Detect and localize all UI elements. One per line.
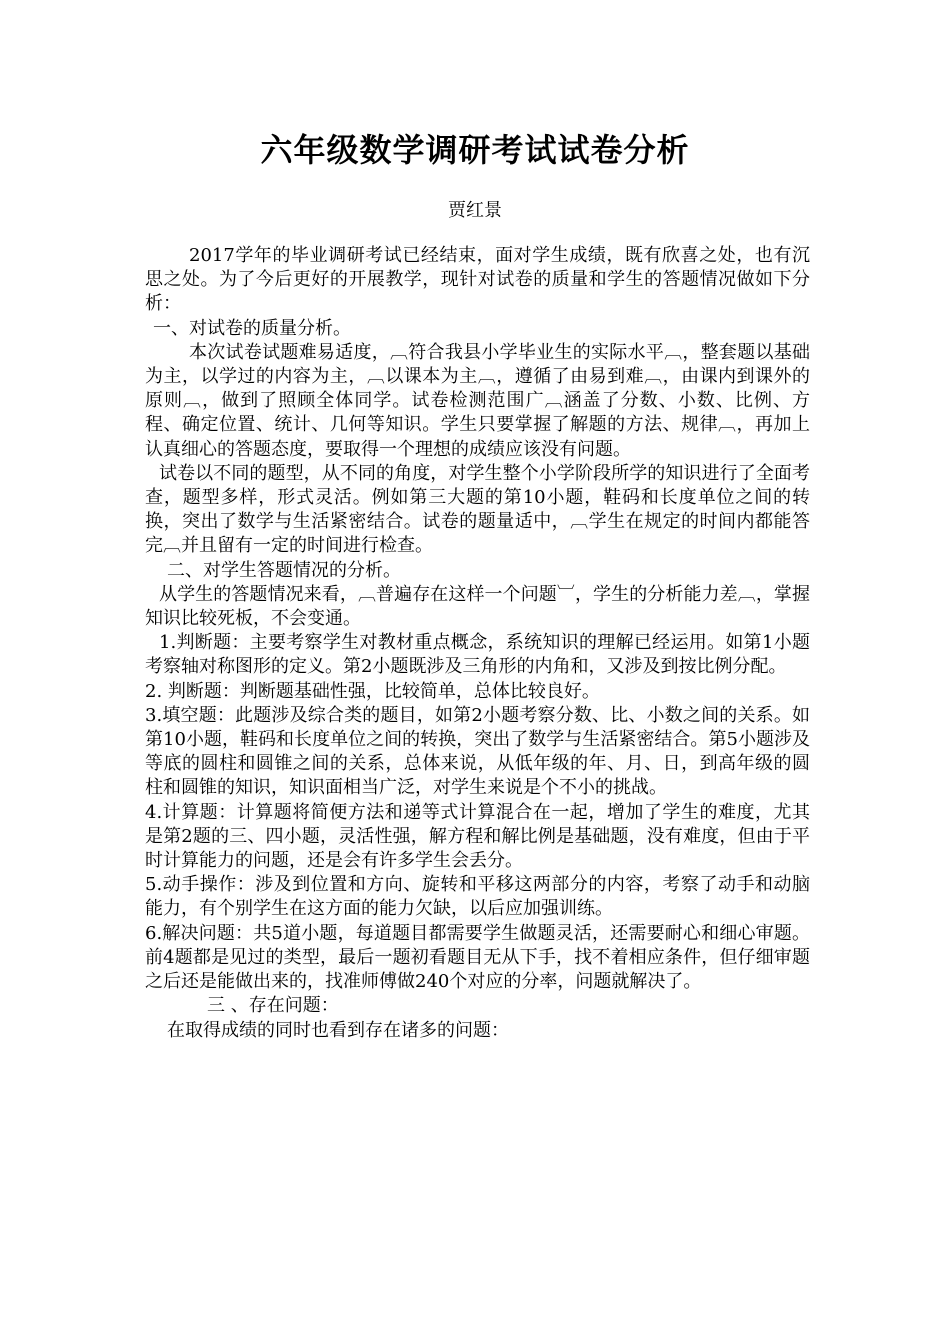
question-types-paragraph: 试卷以不同的题型，从不同的角度，对学生整个小学阶段所学的知识进行了全面考查，题型多样，形式灵活。例如第三大题的第10小题，鞋码和长度单位之间的转换，突出了数学与生活紧密结合。试卷的题量适中，︹学生在规定的时间内都能答完︹并且留有一定的时间进行检查。 [145,462,810,557]
document-body [145,244,810,1043]
document-author: 贾红景 [448,200,502,221]
item-3-paragraph: 3.填空题：此题涉及综合类的题目，如第2小题考察分数、比、小数之间的关系。如第10小题，鞋码和长度单位之间的转换，突出了数学与生活紧密结合。第5小题涉及等底的圆柱和圆锥之间的关系，总体来说，从低年级的年、月、日，到高年级的圆柱和圆锥的知识，知识面相当广泛，对学生来说是个不小的挑战。 [145,704,810,799]
item-6-paragraph: 6.解决问题：共5道小题，每道题目都需要学生做题灵活，还需要耐心和细心审题。前4题都是见过的类型，最后一题初看题目无从下手，找不着相应条件，但仔细审题之后还是能做出来的，找准师傅做240个对应的分率，问题就解决了。 [145,922,810,993]
document-title: 六年级数学调研考试试卷分析 [260,131,690,169]
problems-intro-paragraph: 在取得成绩的同时也看到存在诸多的问题： [167,1019,509,1041]
item-5-paragraph: 5.动手操作：涉及到位置和方向、旋转和平移这两部分的内容，考察了动手和动脑能力，有个别学生在这方面的能力欠缺，以后应加强训练。 [145,874,810,920]
item-1-paragraph: 1.判断题：主要考察学生对教材重点概念，系统知识的理解已经运用。如第1小题考察轴对称图形的定义。第2小题既涉及三角形的内角和，又涉及到按比例分配。 [145,632,810,678]
quality-paragraph: 本次试卷试题难易适度，︹符合我县小学毕业生的实际水平︹，整套题以基础为主，以学过的内容为主，︹以课本为主︹，遵循了由易到难︹，由课内到课外的原则︹，做到了照顾全体同学。试卷检测范围广︹涵盖了分数、小数、比例、方程、确定位置、统计、几何等知识。学生只要掌握了解题的方法、规律︹，再加上认真细心的答题态度，要取得一个理想的成绩应该没有问题。 [145,341,810,460]
section-heading-1: 一、对试卷的质量分析。 [153,317,351,339]
item-2-paragraph: 2. 判断题：判断题基础性强，比较简单，总体比较良好。 [145,680,600,702]
section-heading-2: 二、对学生答题情况的分析。 [167,559,401,581]
item-4-paragraph: 4.计算题：计算题将简便方法和递等式计算混合在一起，增加了学生的难度，尤其是第2题的三、四小题，灵活性强，解方程和解比例是基础题，没有难度，但由于平时计算能力的问题，还是会有许多学生会丢分。 [145,801,810,872]
section-heading-3: 三 、存在问题： [207,995,339,1017]
answer-overview-paragraph: 从学生的答题情况来看，︹普遍存在这样一个问题︺，学生的分析能力差︹，掌握知识比较死板，不会变通。 [145,583,810,630]
intro-paragraph: 2017学年的毕业调研考试已经结束，面对学生成绩，既有欣喜之处，也有沉思之处。为了今后更好的开展教学，现针对试卷的质量和学生的答题情况做如下分析： [145,245,810,315]
